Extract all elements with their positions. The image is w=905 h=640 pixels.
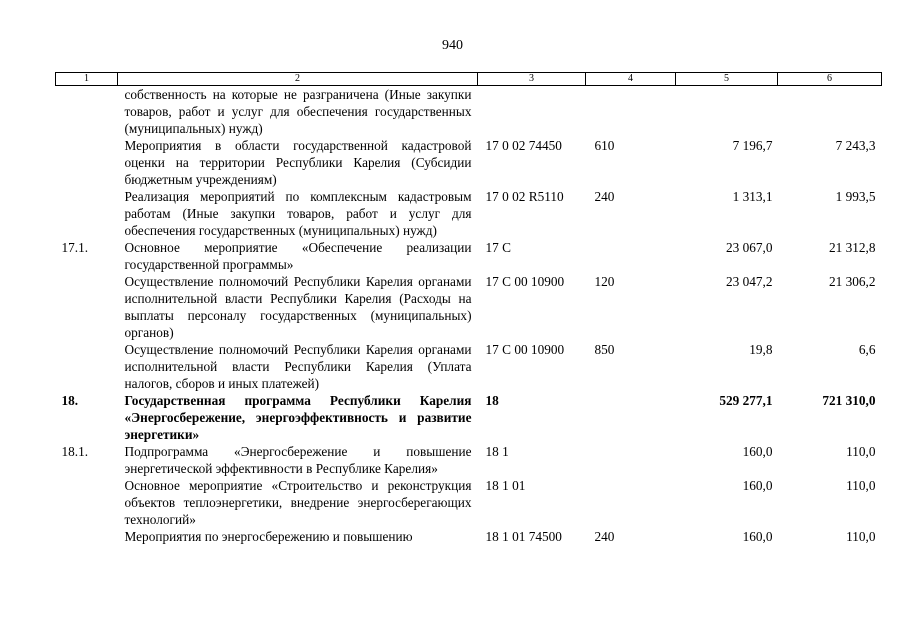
row-number: 17.1. xyxy=(61,240,89,255)
row-value-2023: 1 993,5 xyxy=(835,189,876,204)
row-type xyxy=(586,477,676,528)
row-type: 850 xyxy=(594,342,615,357)
row-number xyxy=(56,137,118,188)
row-name: Подпрограмма «Энергосбережение и повышение энергетической эффективности в Республике Карелия» xyxy=(124,444,472,476)
row-type: 610 xyxy=(594,138,615,153)
table-row xyxy=(56,188,882,239)
row-name: Государственная программа Республики Карелия «Энергосбережение, энергоэффективность и развитие энергетики» xyxy=(124,393,472,442)
row-name: собственность на которые не разграничена (Иные закупки товаров, работ и услуг для обеспечения государственных (муниципальных) нужд) xyxy=(124,87,472,136)
row-code: 17 0 02 R5110 xyxy=(485,189,564,204)
page-number: 940 xyxy=(442,38,463,53)
table-row xyxy=(56,86,882,138)
header-col-1: 1 xyxy=(56,73,118,86)
row-name: Основное мероприятие «Строительство и реконструкция объектов теплоэнергетики, внедрение энергосберегающих технологий» xyxy=(124,478,472,527)
row-code: 17 С xyxy=(485,240,511,255)
row-number: 18.1. xyxy=(61,444,89,459)
table-header-row xyxy=(56,73,882,86)
table-row xyxy=(56,273,882,341)
row-code: 18 1 01 xyxy=(485,478,526,493)
row-value-2022: 7 196,7 xyxy=(732,138,773,153)
row-code: 17 С 00 10900 xyxy=(485,342,565,357)
row-name: Осуществление полномочий Республики Карелия органами исполнительной власти Республики Карелия (Уплата налогов, сборов и иных платежей) xyxy=(124,342,472,391)
row-code: 18 1 01 74500 xyxy=(485,529,562,544)
row-number xyxy=(56,528,118,545)
table-row xyxy=(56,443,882,477)
header-col-4: 4 xyxy=(586,73,676,86)
row-value-2022: 160,0 xyxy=(742,478,773,493)
header-col-5: 5 xyxy=(676,73,778,86)
row-value-2022: 23 047,2 xyxy=(725,274,773,289)
row-type xyxy=(586,86,676,138)
row-value-2022: 19,8 xyxy=(749,342,773,357)
row-type: 120 xyxy=(594,274,615,289)
row-value-2023: 110,0 xyxy=(846,444,876,459)
row-value-2022: 1 313,1 xyxy=(732,189,773,204)
row-number xyxy=(56,188,118,239)
row-code: 17 С 00 10900 xyxy=(485,274,565,289)
row-value-2023 xyxy=(778,86,882,138)
header-col-2: 2 xyxy=(118,73,478,86)
row-name: Мероприятия по энергосбережению и повышению xyxy=(124,529,413,544)
row-value-2022: 160,0 xyxy=(742,529,773,544)
row-name: Мероприятия в области государственной кадастровой оценки на территории Республики Карелия (Субсидии бюджетным учреждениям) xyxy=(124,138,472,187)
row-type xyxy=(586,392,676,443)
row-value-2023: 110,0 xyxy=(846,529,876,544)
table-body xyxy=(56,86,882,546)
row-code: 18 xyxy=(485,393,499,408)
row-value-2023: 721 310,0 xyxy=(822,393,876,408)
table-row xyxy=(56,528,882,545)
table-row xyxy=(56,477,882,528)
header-col-3: 3 xyxy=(478,73,586,86)
table-row xyxy=(56,392,882,443)
row-name: Реализация мероприятий по комплексным кадастровым работам (Иные закупки товаров, работ и услуг для обеспечения государственных (муниципальных) нужд) xyxy=(124,189,472,238)
row-value-2023: 110,0 xyxy=(846,478,876,493)
row-value-2023: 7 243,3 xyxy=(835,138,876,153)
row-code: 17 0 02 74450 xyxy=(485,138,562,153)
row-value-2023: 21 312,8 xyxy=(828,240,876,255)
row-value-2022 xyxy=(676,86,778,138)
table-row xyxy=(56,341,882,392)
row-value-2022: 529 277,1 xyxy=(719,393,773,408)
row-value-2022: 160,0 xyxy=(742,444,773,459)
row-code xyxy=(478,86,586,138)
budget-table xyxy=(55,72,882,545)
table-row xyxy=(56,137,882,188)
table-row xyxy=(56,239,882,273)
row-number xyxy=(56,477,118,528)
row-number xyxy=(56,273,118,341)
row-type: 240 xyxy=(594,529,615,544)
row-name: Осуществление полномочий Республики Карелия органами исполнительной власти Республики Карелия (Расходы на выплаты персоналу государственных (муниципальных) органов) xyxy=(124,274,472,340)
row-number xyxy=(56,86,118,138)
row-type xyxy=(586,239,676,273)
row-name: Основное мероприятие «Обеспечение реализации государственной программы» xyxy=(124,240,472,272)
row-code: 18 1 xyxy=(485,444,509,459)
row-type: 240 xyxy=(594,189,615,204)
row-value-2023: 6,6 xyxy=(858,342,876,357)
row-number: 18. xyxy=(61,393,79,408)
row-type xyxy=(586,443,676,477)
row-value-2022: 23 067,0 xyxy=(725,240,773,255)
row-value-2023: 21 306,2 xyxy=(828,274,876,289)
header-col-6: 6 xyxy=(778,73,882,86)
row-number xyxy=(56,341,118,392)
